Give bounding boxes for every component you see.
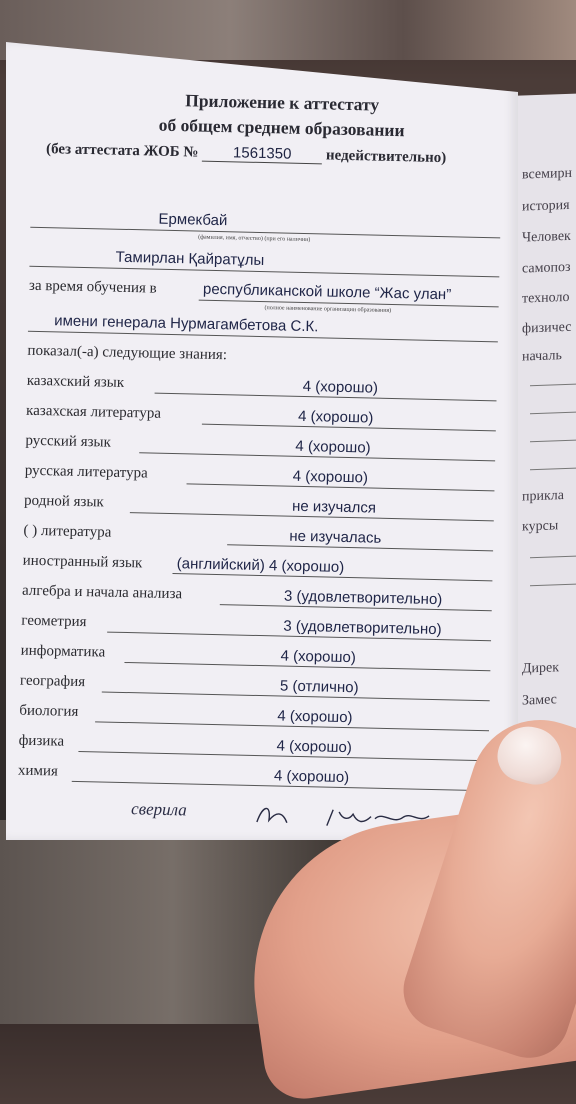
right-page-text: физичес [522,319,572,337]
subject-name: ( ) литература [23,522,112,541]
subject-row [20,643,490,674]
subject-grade: 3 (удовлетворительно) [283,587,443,609]
subject-name: биология [19,702,79,720]
handwritten-note: сверила [130,799,187,820]
subject-grade: 4 (хорошо) [277,707,353,727]
subject-grade: 4 (хорошо) [302,377,379,397]
subject-row [26,403,496,434]
school-caption: (полное наименование организации образования) [264,305,392,314]
subject-grade: 4 (хорошо) [295,437,371,457]
subject-grade: не изучалась [289,527,382,547]
subject-grade: 4 (хорошо) [297,407,374,427]
subject-grade: 4 (хорошо) [280,647,357,667]
name-caption: (фамилия, имя, отчество) (при его наличии) [198,234,311,244]
subject-grade: 4 (хорошо) [273,767,350,787]
right-page-text: история [522,197,570,215]
subject-name: казахская литература [25,402,162,422]
subject-row [22,553,492,584]
right-page-text: началь [522,348,562,365]
right-page-text: Дирек [522,660,560,677]
school-row-2 [28,313,498,344]
subject-row [23,523,493,554]
subject-grade: 4 (хорошо) [276,737,353,757]
right-page-text: самопоз [522,259,571,277]
subject-row [19,703,489,734]
subject-name: география [19,672,86,691]
given-names-row [29,248,499,279]
subject-name: химия [17,762,59,780]
subject-name: физика [18,732,65,750]
subject-name: русский язык [25,432,112,451]
subject-row [25,433,495,464]
school-value: республиканской школе “Жас улан” [202,280,452,304]
certificate-prefix: (без аттестата ЖОБ № [45,141,199,161]
document-title: Приложение к аттестату [184,90,380,115]
knowledge-row [27,343,497,374]
subject-name: родной язык [23,492,104,511]
subject-row [20,673,490,704]
subject-name: русская литература [24,462,148,482]
subject-name: алгебра и начала анализа [21,582,183,603]
subject-row [22,583,492,614]
study-prefix: за время обучения в [28,277,157,297]
certificate-suffix: недействительно) [325,147,447,167]
subject-grade: 3 (удовлетворительно) [283,617,442,639]
right-page-text: курсы [522,518,559,535]
surname-row [30,209,500,244]
subject-name: казахский язык [26,372,125,391]
school-row [28,277,499,314]
right-page-text: Человек [522,228,571,246]
right-page-text: прикла [522,488,564,505]
subject-row [18,733,488,764]
subject-grade: не изучался [291,497,377,517]
subject-name: информатика [20,642,106,661]
underline [29,266,499,278]
subject-grade: 4 (хорошо) [292,467,369,487]
subject-grade: 5 (отлично) [279,677,359,697]
certificate-number: 1561350 [202,144,322,165]
subject-grade: (английский) 4 (хорошо) [176,555,345,576]
subject-row [27,373,497,404]
right-page-text: Замес [522,692,557,709]
subject-row [18,763,488,794]
right-page-text: техноло [522,289,570,307]
subject-name: геометрия [21,612,87,631]
school-value-2: имени генерала Нурмагамбетова С.К. [54,312,319,336]
subject-row [21,613,491,644]
given-names-value: Тамирлан Қайратұлы [115,248,265,270]
subject-row [24,493,494,524]
subject-name: иностранный язык [22,552,143,572]
certificate-number-line [46,140,447,167]
subject-row [25,463,495,494]
document-subtitle: об общем среднем образовании [158,114,405,141]
right-page-text: всемирн [522,165,572,183]
surname-value: Ермекбай [158,210,228,230]
knowledge-label: показал(-а) следующие знания: [27,342,228,364]
